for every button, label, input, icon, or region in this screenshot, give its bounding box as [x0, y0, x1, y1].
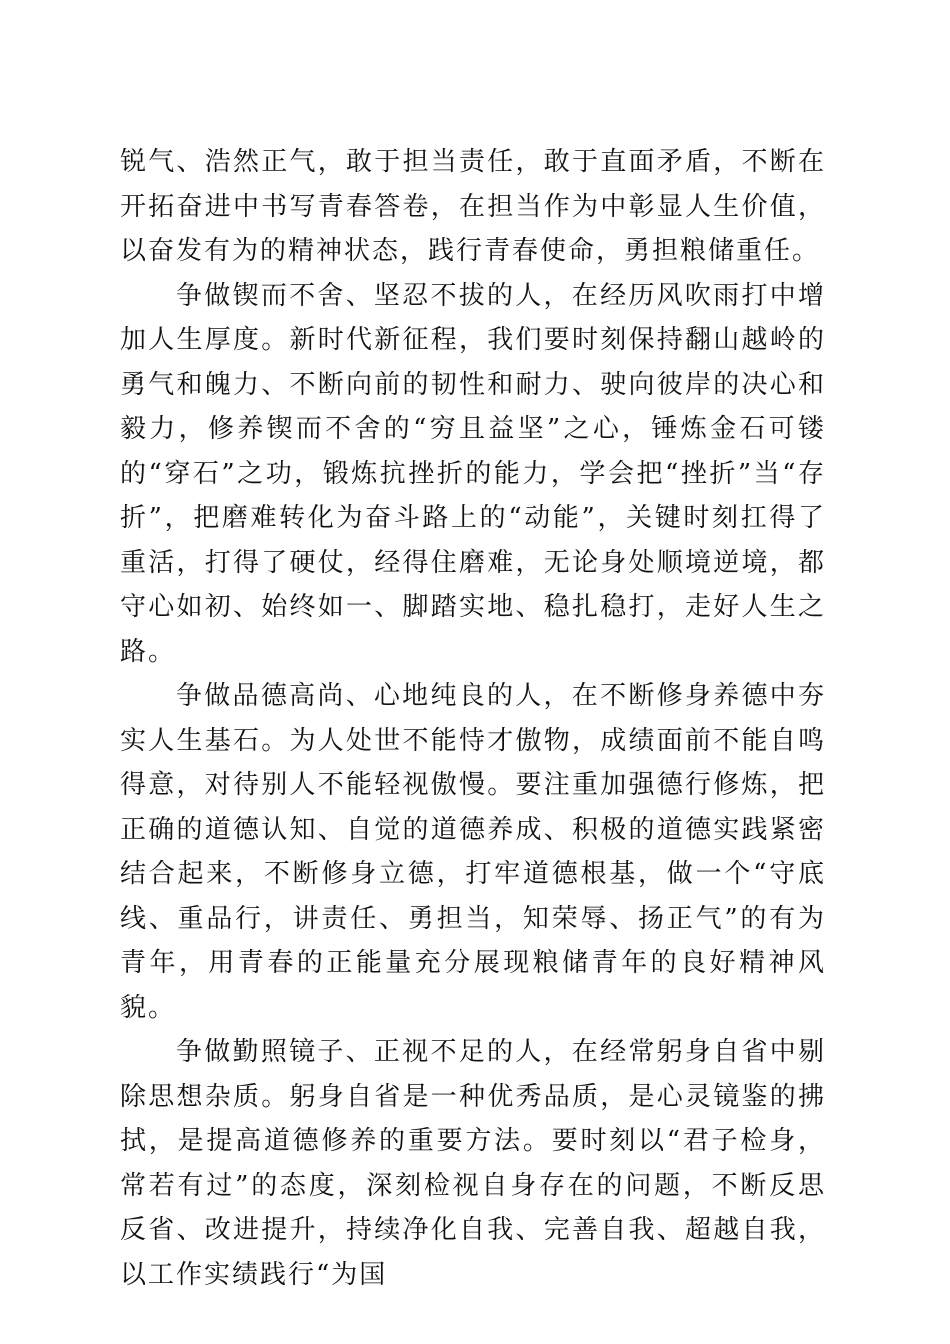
- paragraph-self-reflection: 争做勤照镜子、正视不足的人，在经常躬身自省中剔除思想杂质。躬身自省是一种优秀品质，是心灵镜鉴的拂拭，是提高道德修养的重要方法。要时刻以“君子检身，常若有过”的态度，深刻检视自身存在的问题，不断反思反省、改进提升，持续净化自我、完善自我、超越自我，以工作实绩践行“为国: [120, 1037, 826, 1290]
- paragraph-perseverance: 争做锲而不舍、坚忍不拔的人，在经历风吹雨打中增加人生厚度。新时代新征程，我们要时刻保持翻山越岭的勇气和魄力、不断向前的韧性和耐力、驶向彼岸的决心和毅力，修养锲而不舍的“穷且益坚”之心，锤炼金石可镂的“穿石”之功，锻炼抗挫折的能力，学会把“挫折”当“存折”，把磨难转化为奋斗路上的“动能”，关键时刻扛得了重活，打得了硬仗，经得住磨难，无论身处顺境逆境，都守心如初、始终如一、脚踏实地、稳扎稳打，走好人生之路。: [120, 280, 826, 667]
- document-page: [120, 140, 826, 1297]
- paragraph-continuation: 锐气、浩然正气，敢于担当责任，敢于直面矛盾，不断在开拓奋进中书写青春答卷，在担当作为中彰显人生价值，以奋发有为的精神状态，践行青春使命，勇担粮储重任。: [120, 147, 826, 266]
- paragraph-virtue: 争做品德高尚、心地纯良的人，在不断修身养德中夯实人生基石。为人处世不能恃才傲物，成绩面前不能自鸣得意，对待别人不能轻视傲慢。要注重加强德行修炼，把正确的道德认知、自觉的道德养成、积极的道德实践紧密结合起来，不断修身立德，打牢道德根基，做一个“守底线、重品行，讲责任、勇担当，知荣辱、扬正气”的有为青年，用青春的正能量充分展现粮储青年的良好精神风貌。: [120, 681, 826, 1023]
